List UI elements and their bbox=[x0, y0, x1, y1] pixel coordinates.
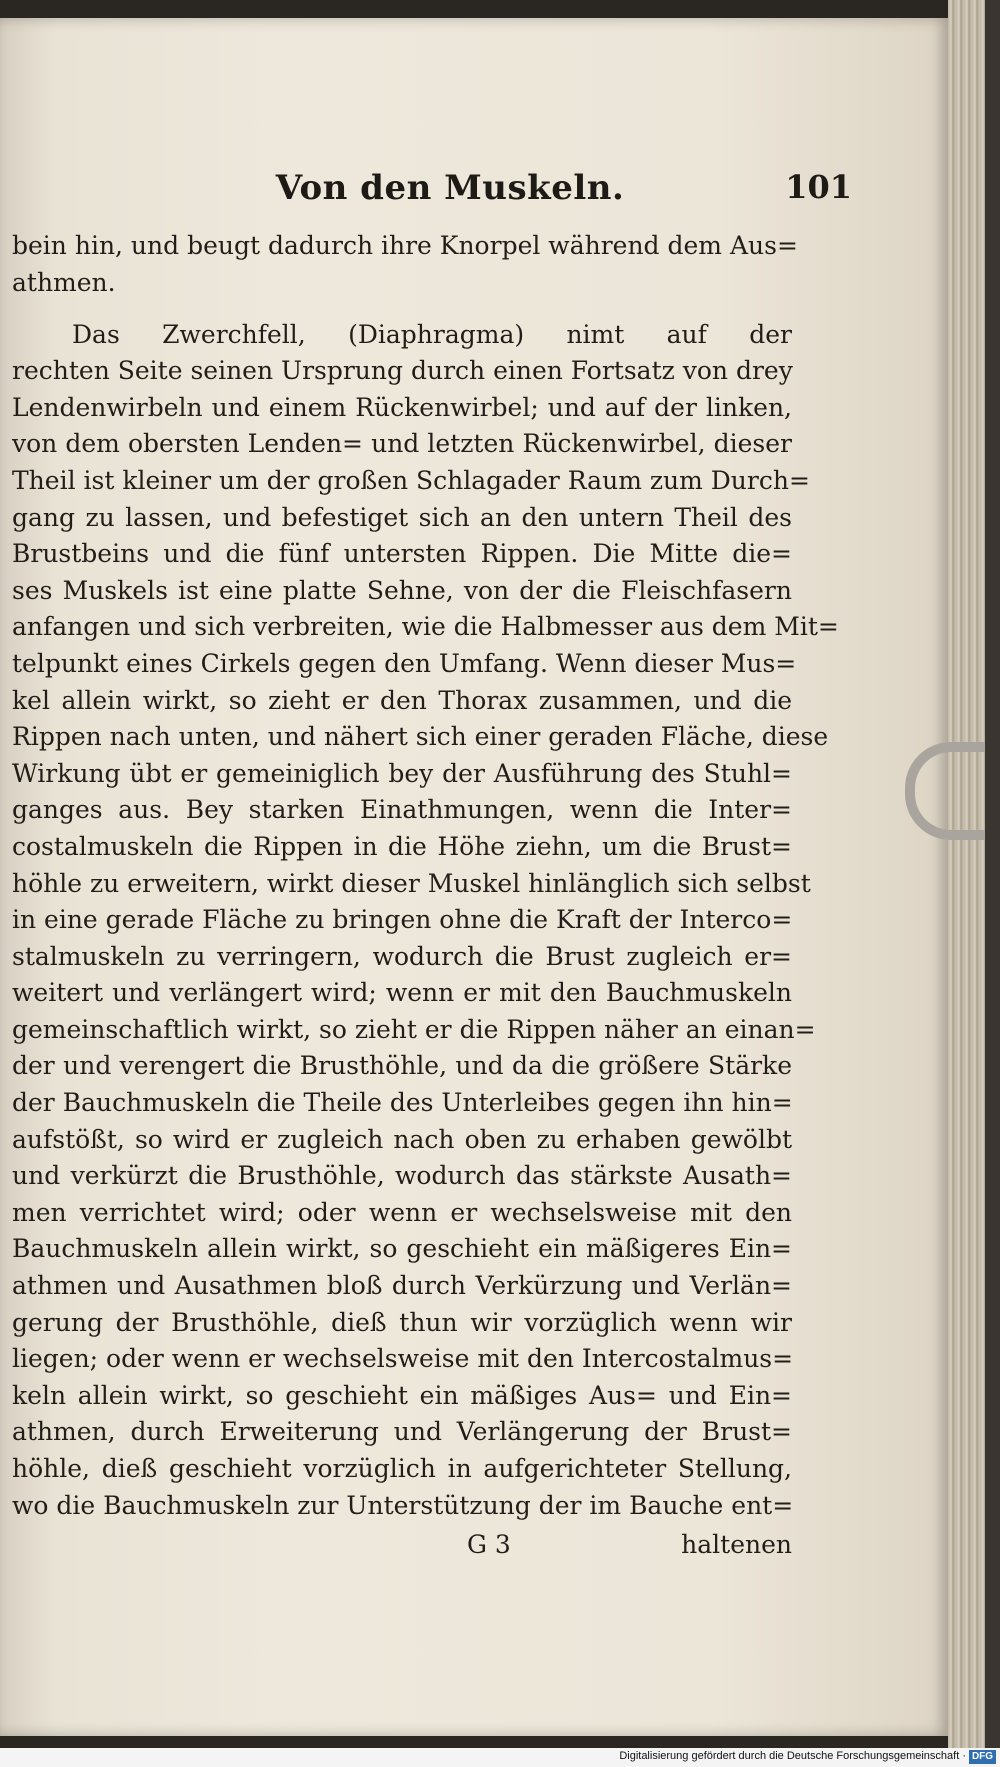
book-page bbox=[0, 18, 948, 1736]
text-line: stalmuskeln zu verringern, wodurch die Brust zugleich er= bbox=[12, 941, 792, 971]
text-line: anfangen und sich verbreiten, wie die Halbmesser aus dem Mit= bbox=[12, 612, 839, 642]
text-line: Theil ist kleiner um der großen Schlagader Raum zum Durch= bbox=[12, 465, 810, 495]
text-line: liegen; oder wenn er wechselsweise mit den Intercostalmus= bbox=[12, 1344, 794, 1374]
text-line: Das Zwerchfell, (Diaphragma) nimt auf der bbox=[72, 319, 792, 349]
text-line: Bauchmuskeln allein wirkt, so geschieht ein mäßigeres Ein= bbox=[12, 1234, 792, 1264]
page-header bbox=[60, 168, 852, 218]
text-line: ganges aus. Bey starken Einathmungen, wenn die Inter= bbox=[12, 795, 792, 825]
text-line: rechten Seite seinen Ursprung durch einen Fortsatz von drey bbox=[12, 356, 793, 386]
text-line: gemeinschaftlich wirkt, so zieht er die Rippen näher an einan= bbox=[12, 1014, 816, 1044]
text-line: telpunkt eines Cirkels gegen den Umfang. Wenn dieser Mus= bbox=[12, 648, 797, 678]
text-line: Rippen nach unten, und nähert sich einer geraden Fläche, diese bbox=[12, 722, 829, 752]
text-line: in eine gerade Fläche zu bringen ohne die Kraft der Interco= bbox=[12, 905, 793, 935]
credit-bar bbox=[0, 1748, 1000, 1767]
credit-text: Digitalisierung gefördert durch die Deutsche Forschungsgemeinschaft · bbox=[619, 1750, 966, 1762]
text-line: bein hin, und beugt dadurch ihre Knorpel während dem Aus= bbox=[12, 231, 798, 260]
page-footer bbox=[12, 1530, 792, 1570]
text-line: höhle zu erweitern, wirkt dieser Muskel hinlänglich sich selbst bbox=[12, 868, 811, 898]
text-line: gerung der Brusthöhle, dieß thun wir vorzüglich wenn wir bbox=[12, 1307, 792, 1337]
text-line: kel allein wirkt, so zieht er den Thorax zusammen, und die bbox=[12, 685, 792, 715]
text-line: aufstößt, so wird er zugleich nach oben zu erhaben gewölbt bbox=[12, 1124, 792, 1154]
text-line: keln allein wirkt, so geschieht ein mäßiges Aus= und Ein= bbox=[12, 1380, 792, 1410]
text-line: der und verengert die Brusthöhle, und da die größere Stärke bbox=[12, 1051, 792, 1081]
body-text bbox=[12, 228, 839, 1524]
text-line: von dem obersten Lenden= und letzten Rückenwirbel, dieser bbox=[12, 429, 792, 459]
text-line: wo die Bauchmuskeln zur Unterstützung der im Bauche ent= bbox=[12, 1490, 794, 1520]
binding-shadow bbox=[985, 0, 1000, 1767]
text-line: ses Muskels ist eine platte Sehne, von der die Fleischfasern bbox=[12, 575, 792, 605]
catchword: haltenen bbox=[681, 1530, 792, 1559]
text-line: Brustbeins und die fünf untersten Rippen. Die Mitte die= bbox=[12, 539, 792, 569]
text-line: höhle, dieß geschieht vorzüglich in aufgerichteter Stellung, bbox=[12, 1454, 792, 1483]
text-line: men verrichtet wird; oder wenn er wechselsweise mit den bbox=[12, 1197, 792, 1227]
text-line: gang zu lassen, und befestiget sich an den untern Theil des bbox=[12, 502, 792, 532]
text-line: der Bauchmuskeln die Theile des Unterleibes gegen ihn hin= bbox=[12, 1088, 793, 1118]
text-line: weitert und verlängert wird; wenn er mit den Bauchmuskeln bbox=[12, 978, 792, 1008]
text-line: costalmuskeln die Rippen in die Höhe ziehn, um die Brust= bbox=[12, 831, 792, 861]
text-line: und verkürzt die Brusthöhle, wodurch das stärkste Ausath= bbox=[12, 1161, 792, 1191]
page-clip bbox=[905, 742, 985, 840]
text-line: athmen. bbox=[12, 267, 116, 297]
signature-mark: G 3 bbox=[467, 1530, 511, 1559]
text-line: athmen, durch Erweiterung und Verlängerung der Brust= bbox=[12, 1417, 792, 1447]
running-title: Von den Muskeln. bbox=[275, 168, 625, 208]
text-line: Lendenwirbeln und einem Rückenwirbel; und auf der linken, bbox=[12, 392, 792, 422]
text-line: Wirkung übt er gemeiniglich bey der Ausführung des Stuhl= bbox=[12, 758, 792, 788]
text-line: athmen und Ausathmen bloß durch Verkürzung und Verlän= bbox=[12, 1271, 792, 1301]
dfg-logo: DFG bbox=[969, 1750, 996, 1764]
page-number: 101 bbox=[785, 168, 852, 206]
